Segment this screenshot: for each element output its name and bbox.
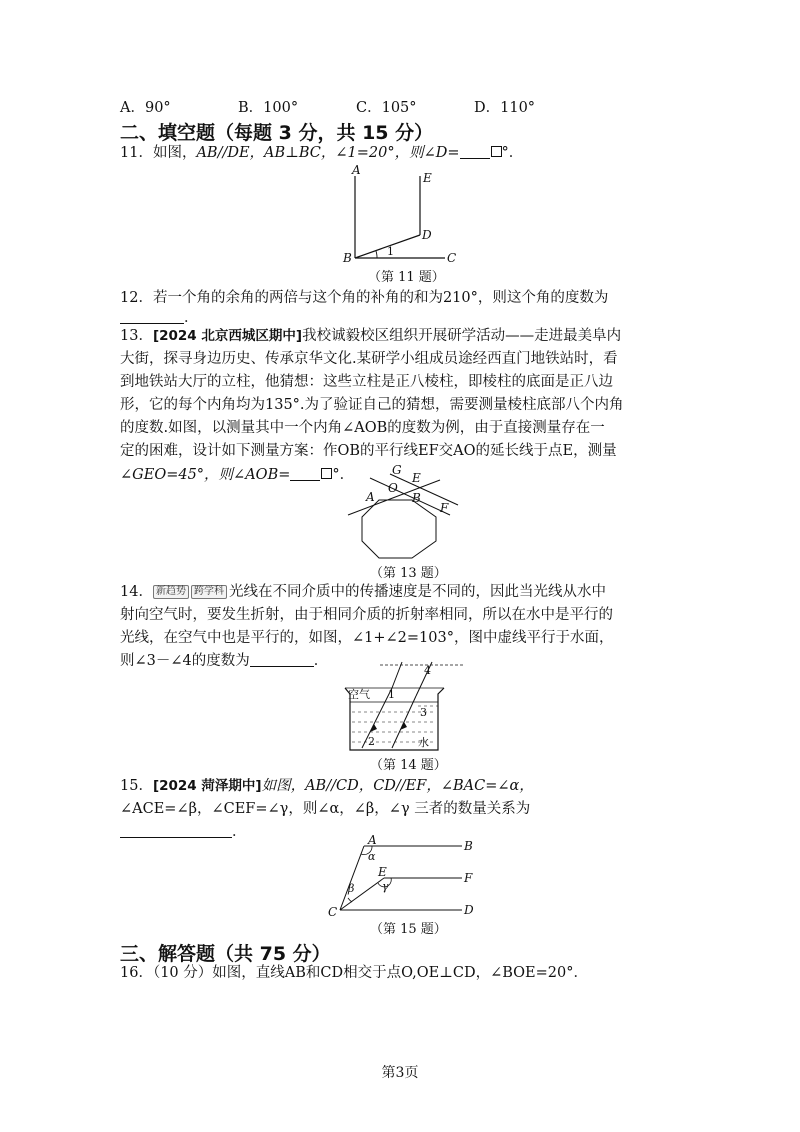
q11-label-1: 1	[387, 245, 394, 258]
q13-label-b: B	[412, 491, 421, 505]
section-2-heading: 二、填空题（每题 3 分，共 15 分）	[120, 122, 434, 144]
q13-line1: 13．[2024 北京西城区期中]我校诚毅校区组织开展研学活动——走进最美阜内	[120, 328, 622, 344]
q13-answer-blank[interactable]	[290, 466, 320, 481]
q15-label-gamma: γ	[382, 880, 389, 893]
q15-label-a: A	[368, 833, 377, 847]
q15-line2: ∠ACE=∠β，∠CEF=∠γ，则∠α，∠β，∠γ 三者的数量关系为	[120, 801, 531, 817]
q15-label-b: B	[464, 839, 473, 853]
q14-line2: 射向空气时，要发生折射，由于相同介质的折射率相同，所以在水中是平行的	[120, 607, 613, 623]
choice-c: C．105°	[356, 100, 417, 116]
q11-figure	[330, 160, 470, 270]
q13-line5: 的度数.如图，以测量其中一个内角∠AOB的度数为例，由于直接测量存在一	[120, 420, 605, 436]
q14-label-air: 空气	[348, 688, 370, 701]
q14-line1: 14． 新趋势 跨学科 光线在不同介质中的传播速度是不同的，因此当光线从水中	[120, 584, 606, 600]
q13-line4: 形，它的每个内角均为135°.为了验证自己的猜想，需要测量棱柱底部八个内角	[120, 397, 624, 413]
q15-label-beta: β	[348, 882, 355, 895]
q14-caption: （第 14 题）	[370, 758, 447, 773]
q15-caption: （第 15 题）	[370, 922, 447, 937]
q14-answer-blank[interactable]	[250, 652, 314, 667]
q15-label-alpha: α	[368, 850, 376, 863]
q14-label-1: 1	[388, 688, 395, 701]
q13-line7: ∠GEO=45°，则∠AOB= °．	[120, 467, 355, 483]
q15-label-c: C	[328, 905, 338, 919]
q11-label-b: B	[343, 251, 352, 265]
q13-label-e: E	[412, 471, 421, 485]
q15-figure	[322, 832, 487, 920]
q14-label-water: 水	[418, 736, 429, 749]
q13-line6: 定的困难，设计如下测量方案：作OB的平行线EF交AO的延长线于点E，测量	[120, 443, 617, 459]
section-3-heading: 三、解答题（共 75 分）	[120, 943, 331, 965]
q15-label-e: E	[378, 865, 387, 879]
q11-text: 11．如图，AB//DE，AB⊥BC，∠1=20°，则∠D= °．	[120, 145, 524, 161]
q13-caption: （第 13 题）	[370, 566, 447, 581]
q14-label-2: 2	[368, 735, 375, 748]
q14-figure	[340, 660, 468, 755]
q11-caption: （第 11 题）	[368, 270, 445, 285]
q13-label-o: O	[388, 481, 398, 495]
q10-choices	[120, 98, 592, 118]
q15-line1: 15．[2024 菏泽期中]如图，AB//CD，CD//EF，∠BAC=∠α，	[120, 778, 534, 794]
q14-label-3: 3	[420, 706, 427, 719]
page-number: 第3页	[381, 1065, 419, 1081]
q13-figure	[340, 460, 470, 560]
q14-badge-trend: 新趋势	[153, 585, 189, 599]
choice-b: B．100°	[238, 100, 299, 116]
q15-answer-blank[interactable]	[120, 823, 232, 838]
q15-label-d: D	[464, 903, 474, 917]
q12-answer-blank[interactable]	[120, 309, 184, 324]
q13-label-a: A	[366, 490, 375, 504]
q15-label-f: F	[464, 871, 473, 885]
q13-label-f: F	[440, 501, 449, 515]
q14-label-4: 4	[424, 664, 431, 677]
q14-badge-interdisciplinary: 跨学科	[191, 585, 227, 599]
q13-line3: 到地铁站大厅的立柱，他猜想：这些立柱是正八棱柱，即棱柱的底面是正八边	[120, 374, 613, 390]
q13-line2: 大街，探寻身边历史、传承京华文化.某研学小组成员途经西直门地铁站时，看	[120, 351, 618, 367]
q11-label-c: C	[447, 251, 457, 265]
q12-line2: ．	[120, 308, 199, 328]
q13-source: [2024 北京西城区期中]	[152, 328, 303, 344]
q15-source: [2024 菏泽期中]	[152, 778, 262, 794]
q14-line3: 光线，在空气中也是平行的，如图，∠1+∠2=103°，图中虚线平行于水面，	[120, 630, 614, 646]
q11-label-d: D	[422, 228, 432, 242]
q13-label-g: G	[392, 463, 402, 477]
q12-line1: 12．若一个角的余角的两倍与这个角的补角的和为210°，则这个角的度数为	[120, 290, 609, 306]
q13-box-icon	[321, 468, 332, 479]
q14-line4: 则∠3－∠4的度数为 ．	[120, 653, 329, 669]
q11-answer-blank[interactable]	[460, 144, 490, 159]
choice-d: D．110°	[474, 100, 536, 116]
q15-line3: ．	[120, 822, 247, 842]
q11-label-e: E	[423, 171, 432, 185]
q11-box-icon	[491, 146, 502, 157]
choice-a: A．90°	[120, 100, 171, 116]
q11-label-a: A	[352, 163, 361, 177]
q16-text: 16．（10 分）如图，直线AB和CD相交于点O,OE⊥CD，∠BOE=20°．	[120, 965, 588, 981]
